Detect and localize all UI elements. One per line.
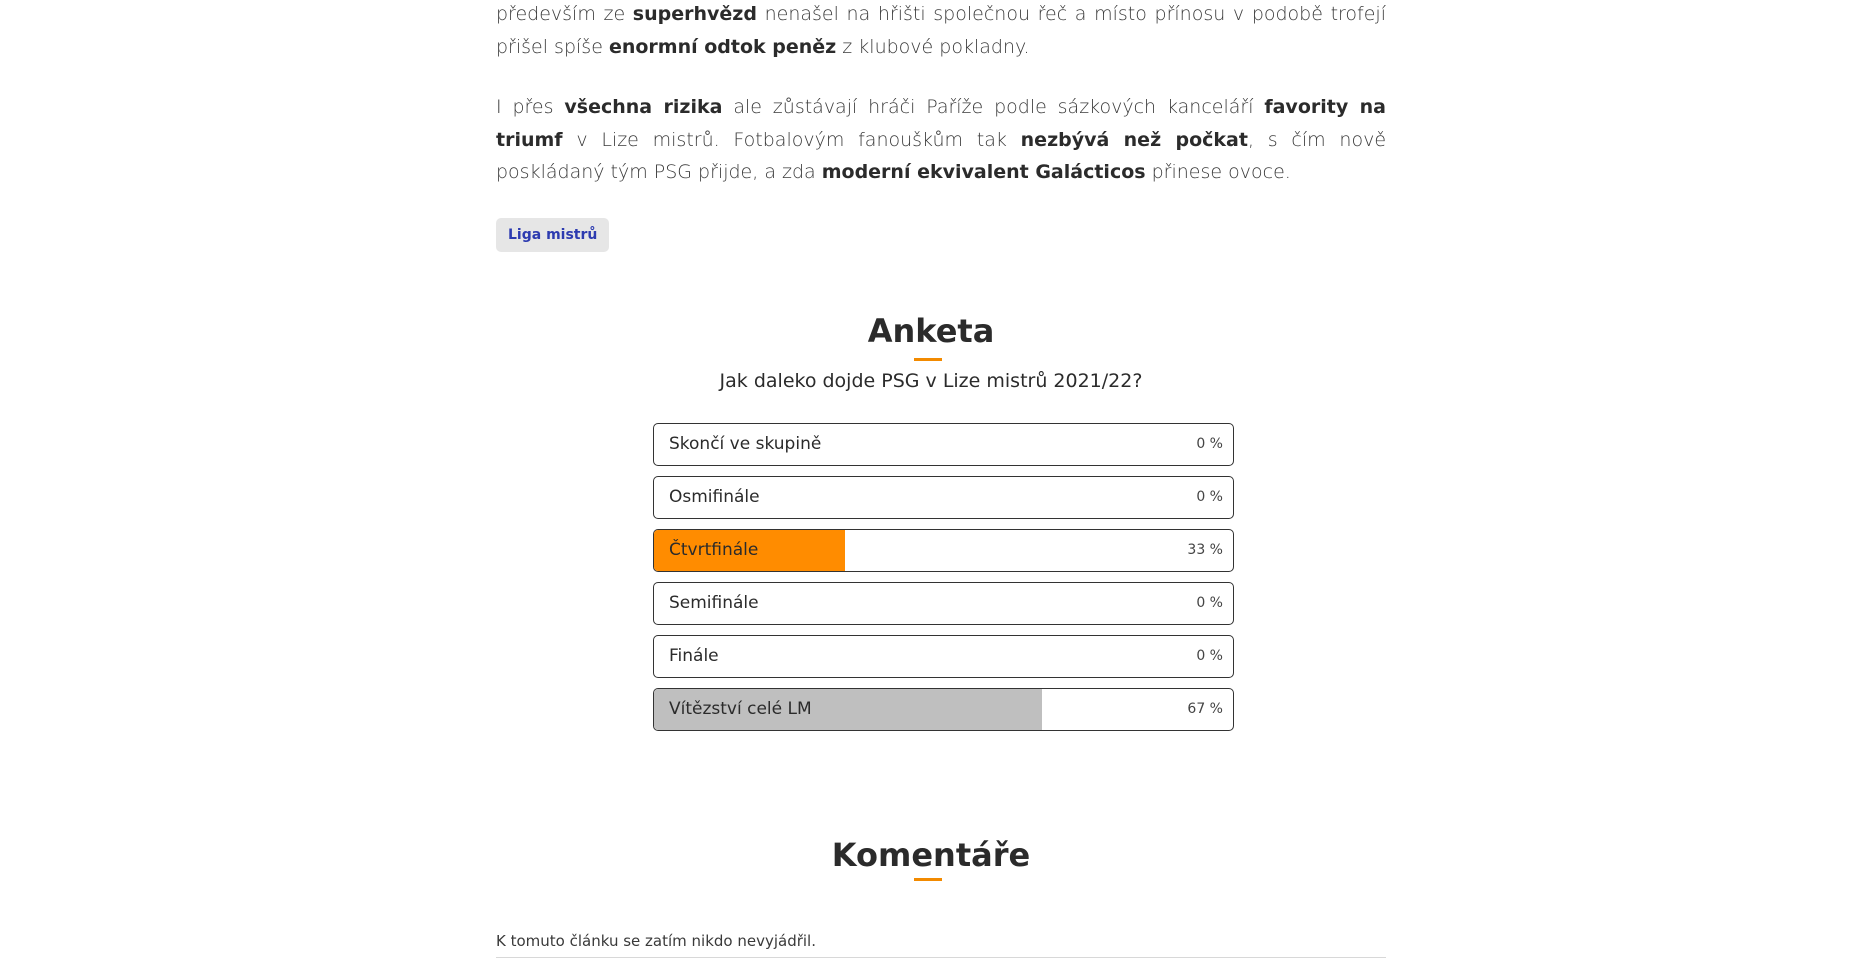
poll-option[interactable] xyxy=(653,688,1234,731)
poll-option-label: Vítězství celé LM xyxy=(669,699,812,719)
poll-option[interactable] xyxy=(653,476,1234,519)
poll-option-percent: 33 % xyxy=(1187,542,1223,558)
poll-option-label: Čtvrtfinále xyxy=(669,540,759,560)
article-text: I přes xyxy=(496,96,565,118)
poll-title: Anketa xyxy=(867,312,995,350)
poll-option-percent: 0 % xyxy=(1196,648,1223,664)
poll-option[interactable] xyxy=(653,582,1234,625)
poll-option-percent: 0 % xyxy=(1196,595,1223,611)
comments-title: Komentáře xyxy=(831,836,1031,874)
article-emphasis: favority na triumf xyxy=(496,96,1387,151)
article-emphasis: všechna rizika xyxy=(564,96,723,118)
poll-option-percent: 67 % xyxy=(1187,701,1223,717)
article-emphasis: superhvězd xyxy=(632,3,757,25)
article-emphasis: enormní odtok peněz xyxy=(608,35,837,58)
article-text: z klubové pokladny. xyxy=(836,35,1030,58)
article-paragraph-2 xyxy=(496,91,1386,189)
poll-option-percent: 0 % xyxy=(1196,436,1223,452)
tag-liga-mistru[interactable]: Liga mistrů xyxy=(496,218,609,252)
article-text: ale zůstávají hráči Paříže podle sázkových kanceláří xyxy=(722,96,1265,118)
article-text: v Lize mistrů. Fotbalovým fanouškům tak xyxy=(562,128,1021,151)
poll-options xyxy=(653,423,1234,741)
article-emphasis: nezbývá než počkat xyxy=(1020,128,1248,151)
poll-option[interactable] xyxy=(653,423,1234,466)
comments-empty-note: K tomuto článku se zatím nikdo nevyjádřil. xyxy=(496,932,816,950)
poll-option-label: Skončí ve skupině xyxy=(669,434,822,454)
article-text: , s čím nově poskládaný tým PSG přijde, a zda xyxy=(496,128,1387,183)
article-text: především ze xyxy=(496,3,633,25)
poll-option-percent: 0 % xyxy=(1196,489,1223,505)
poll-option[interactable] xyxy=(653,635,1234,678)
article-emphasis: moderní ekvivalent Galácticos xyxy=(821,161,1146,183)
poll-option[interactable] xyxy=(653,529,1234,572)
poll-title-underline xyxy=(914,358,942,361)
article-text: přinese ovoce. xyxy=(1145,161,1291,183)
poll-question: Jak daleko dojde PSG v Lize mistrů 2021/22? xyxy=(719,370,1143,392)
poll-option-label: Finále xyxy=(669,646,719,666)
article-text: nenašel na hřišti společnou řeč a místo přínosu v podobě trofejí přišel spíše xyxy=(496,3,1386,58)
poll-option-label: Osmifinále xyxy=(669,487,760,507)
article-paragraph-1 xyxy=(496,0,1386,63)
comments-title-underline xyxy=(914,878,942,881)
poll-option-label: Semifinále xyxy=(669,593,759,613)
